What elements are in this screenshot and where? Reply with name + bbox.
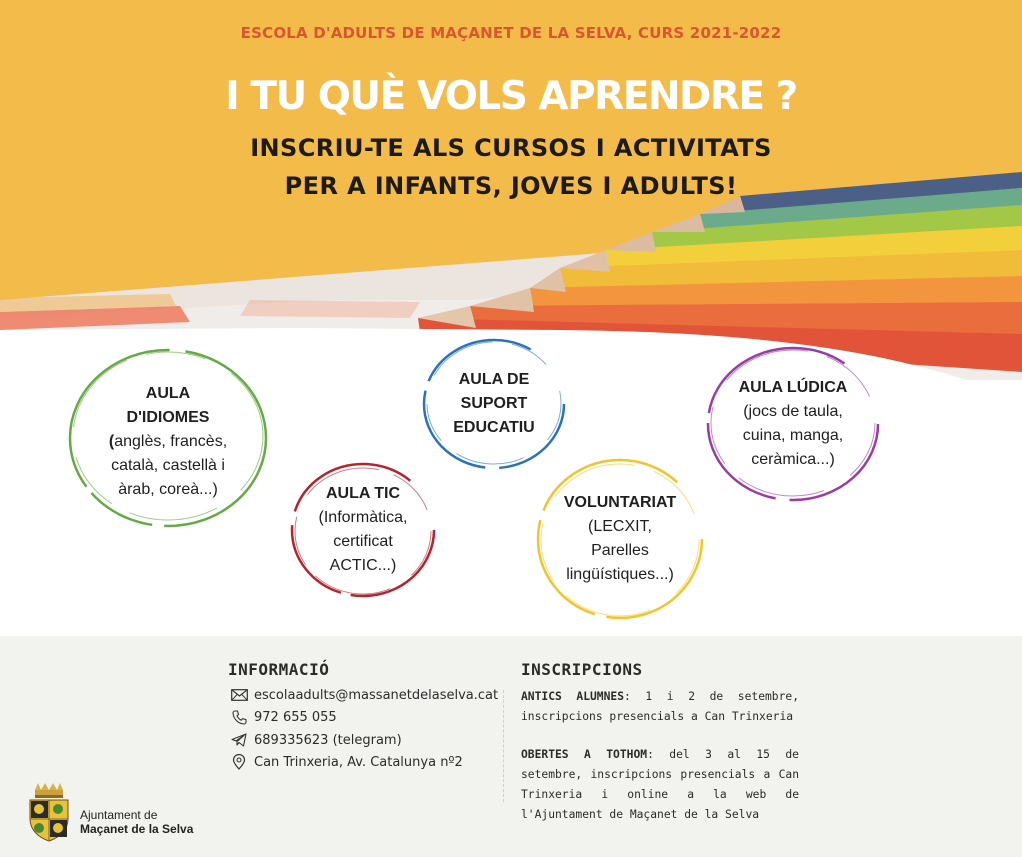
course-aula-suport-educatiu — [420, 336, 568, 472]
course-desc: català, castellà i — [111, 457, 225, 474]
course-desc: cuina, manga, — [742, 427, 844, 444]
course-aula-ludica — [704, 344, 882, 504]
course-title: AULA TIC — [325, 485, 401, 502]
course-desc: Parelles — [591, 542, 649, 559]
column-divider — [503, 690, 504, 802]
course-desc: (Informàtica, — [318, 509, 408, 526]
contact-telegram[interactable] — [230, 732, 402, 748]
subtitle-line-1: INSCRIU-TE ALS CURSOS I ACTIVITATS — [250, 134, 772, 162]
returning-text: : 1 i 2 de setembre, inscripcions presencials a Can Trinxeria — [521, 690, 799, 723]
location-pin-icon — [230, 754, 248, 770]
course-title: AULA DE — [458, 371, 530, 388]
inscriptions-open-to-all — [521, 745, 799, 825]
open-label: OBERTES A TOTHOM — [521, 748, 648, 761]
headline: I TU QUÈ VOLS APRENDRE ? — [225, 74, 797, 119]
returning-label: ANTICS ALUMNES — [521, 690, 625, 703]
course-desc: (anglès, francès, — [108, 433, 228, 450]
contact-address — [230, 754, 463, 770]
inscriptions-title: INSCRIPCIONS — [521, 660, 643, 679]
municipality-name — [80, 808, 193, 837]
course-voluntariat — [534, 455, 706, 623]
course-text — [704, 344, 882, 504]
course-desc: àrab, coreà...) — [118, 481, 218, 498]
course-text — [420, 336, 568, 472]
course-desc: certificat — [333, 533, 393, 550]
phone-text[interactable]: 972 655 055 — [254, 709, 337, 725]
course-desc: (LECXIT, — [587, 518, 652, 535]
contact-email[interactable] — [230, 687, 498, 703]
course-title: EDUCATIU — [453, 419, 535, 436]
phone-icon — [230, 709, 248, 725]
course-text — [288, 460, 438, 600]
course-text — [64, 342, 272, 532]
envelope-icon — [230, 687, 248, 703]
contact-phone[interactable] — [230, 709, 337, 725]
municipality-line-1: Ajuntament de — [80, 808, 158, 822]
email-text[interactable]: escolaadults@massanetdelaselva.cat — [254, 687, 499, 703]
subtitle-line-2: PER A INFANTS, JOVES I ADULTS! — [284, 172, 738, 200]
telegram-text[interactable]: 689335623 (telegram) — [254, 732, 402, 748]
course-title: D'IDIOMES — [126, 409, 210, 426]
course-title: VOLUNTARIAT — [563, 494, 677, 511]
course-desc: ACTIC...) — [329, 557, 397, 574]
telegram-icon — [230, 732, 248, 748]
course-text — [534, 455, 706, 623]
course-title: AULA — [145, 385, 191, 402]
course-title: AULA LÚDICA — [738, 379, 848, 396]
open-text: : del 3 al 15 de setembre, inscripcions presencials a Can Trinxeria i online a la web de l'Ajuntament de Maçanet de la Selva — [521, 748, 799, 821]
address-text: Can Trinxeria, Av. Catalunya nº2 — [254, 754, 463, 770]
municipality-line-2: Maçanet de la Selva — [80, 822, 194, 836]
course-title: SUPORT — [460, 395, 528, 412]
course-desc: (jocs de taula, — [743, 403, 843, 420]
course-aula-idiomes — [64, 342, 272, 532]
school-name: ESCOLA D'ADULTS DE MAÇANET DE LA SELVA, CURS 2021-2022 — [240, 24, 782, 42]
course-desc: ceràmica...) — [751, 451, 835, 468]
top-banner — [0, 0, 1022, 380]
course-desc: lingüístiques...) — [566, 566, 674, 583]
inscriptions-returning-students — [521, 687, 799, 727]
info-title: INFORMACIÓ — [228, 660, 330, 679]
coat-of-arms-logo — [26, 781, 72, 843]
course-aula-tic — [288, 460, 438, 600]
